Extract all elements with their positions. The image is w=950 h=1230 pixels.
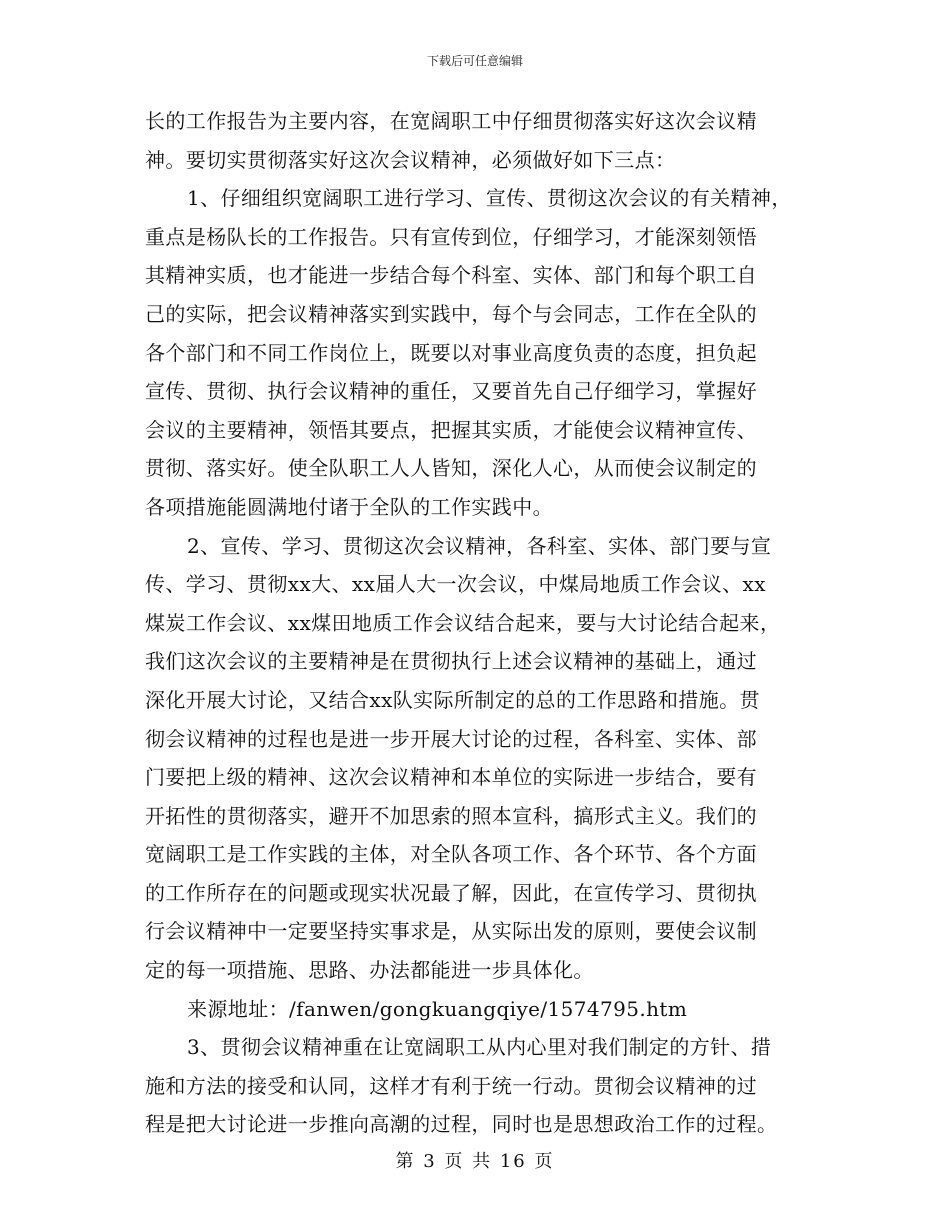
- text-line: 深化开展大讨论，又结合xx队实际所制定的总的工作思路和措施。贯: [145, 687, 760, 712]
- text-line: 3、贯彻会议精神重在让宽阔职工从内心里对我们制定的方针、措: [187, 1035, 772, 1060]
- text-line: 神。要切实贯彻落实好这次会议精神，必须做好如下三点：: [145, 147, 676, 172]
- text-line: 各个部门和不同工作岗位上，既要以对事业高度负责的态度，担负起: [145, 340, 757, 365]
- text-line: 行会议精神中一定要坚持实事求是，从实际出发的原则，要使会议制: [145, 919, 757, 944]
- text-line: 施和方法的接受和认同，这样才有利于统一行动。贯彻会议精神的过: [145, 1073, 757, 1098]
- text-line: 贯彻、落实好。使全队职工人人皆知，深化人心，从而使会议制定的: [145, 456, 757, 481]
- text-line: 彻会议精神的过程也是进一步开展大讨论的过程，各科室、实体、部: [145, 726, 757, 751]
- text-line: 己的实际，把会议精神落实到实践中，每个与会同志，工作在全队的: [145, 301, 757, 326]
- page-number: 第 3 页 共 16 页: [395, 1151, 555, 1172]
- text-line: 宽阔职工是工作实践的主体，对全队各项工作、各个环节、各个方面: [145, 842, 757, 867]
- text-line: 的工作所存在的问题或现实状况最了解，因此，在宣传学习、贯彻执: [145, 880, 757, 905]
- text-line: 煤炭工作会议、xx煤田地质工作会议结合起来，要与大讨论结合起来，: [145, 610, 781, 635]
- text-line: 1、仔细组织宽阔职工进行学习、宣传、贯彻这次会议的有关精神，: [187, 186, 792, 211]
- source-address: 来源地址：/fanwen/gongkuangqiye/1574795.htm: [187, 996, 688, 1021]
- text-line: 长的工作报告为主要内容，在宽阔职工中仔细贯彻落实好这次会议精: [145, 109, 757, 133]
- text-line: 传、学习、贯彻xx大、xx届人大一次会议，中煤局地质工作会议、xx: [145, 572, 766, 597]
- document-body: [145, 102, 817, 1144]
- text-line: 程是把大讨论进一步推向高潮的过程，同时也是思想政治工作的过程。: [145, 1112, 778, 1137]
- text-line: 我们这次会议的主要精神是在贯彻执行上述会议精神的基础上，通过: [145, 649, 757, 674]
- text-line: 各项措施能圆满地付诸于全队的工作实践中。: [145, 494, 553, 519]
- page-header: 下载后可任意编辑: [426, 54, 523, 68]
- text-line: 2、宣传、学习、贯彻这次会议精神，各科室、实体、部门要与宣: [187, 533, 772, 558]
- text-line: 开拓性的贯彻落实，避开不加思索的照本宣科，搞形式主义。我们的: [145, 803, 757, 828]
- text-line: 门要把上级的精神、这次会议精神和本单位的实际进一步结合，要有: [145, 765, 757, 790]
- text-line: 重点是杨队长的工作报告。只有宣传到位，仔细学习，才能深刻领悟: [145, 224, 757, 249]
- text-line: 其精神实质，也才能进一步结合每个科室、实体、部门和每个职工自: [145, 263, 757, 288]
- text-line: 定的每一项措施、思路、办法都能进一步具体化。: [145, 958, 594, 983]
- text-line: 会议的主要精神，领悟其要点，把握其实质，才能使会议精神宣传、: [145, 417, 757, 442]
- text-line: 宣传、贯彻、执行会议精神的重任，又要首先自己仔细学习，掌握好: [145, 379, 757, 404]
